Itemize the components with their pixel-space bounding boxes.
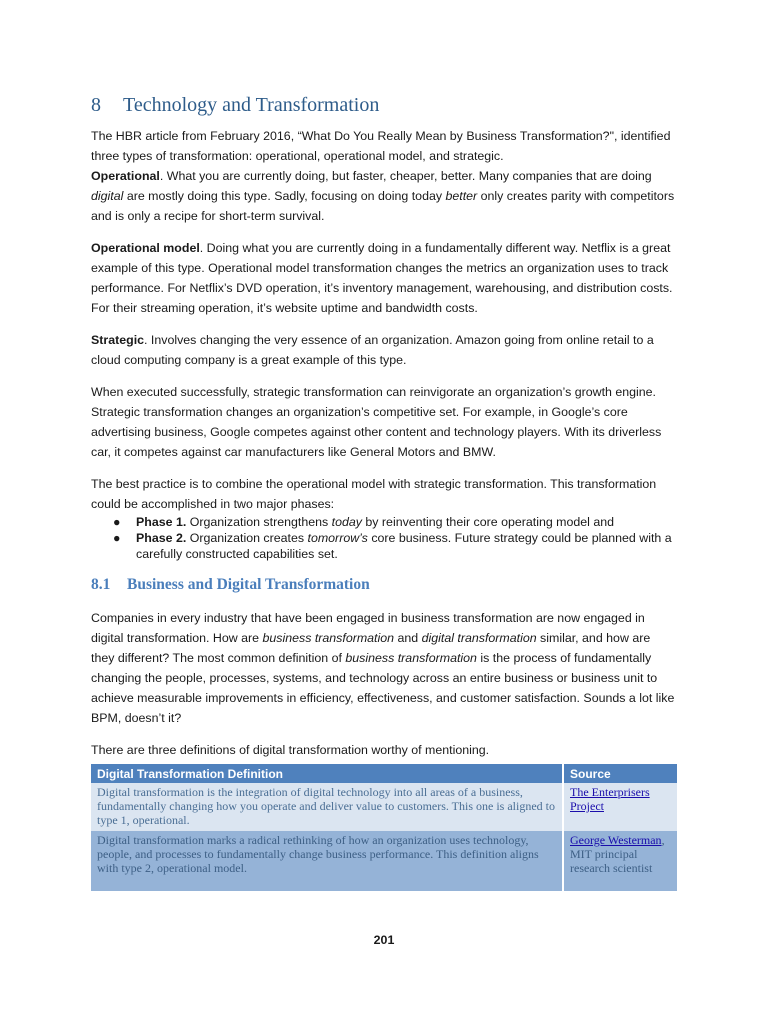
table-header-row [91, 764, 677, 783]
best-practice-paragraph: The best practice is to combine the operational model with strategic transformation. This transformation could be accomplished in two major phases: [91, 477, 657, 511]
page-number: 201 [373, 933, 395, 947]
phase-italic: tomorrow’s [307, 531, 368, 545]
definitions-intro: There are three definitions of digital transformation worthy of mentioning. [91, 743, 490, 757]
paragraph-italic: business transformation [345, 651, 477, 665]
operational-paragraph [91, 166, 677, 226]
operational-text-c: only creates parity with competitors and is only a recipe for short-term survival. [91, 189, 675, 223]
intro-paragraph: The HBR article from February 2016, “What Do You Really Mean by Business Transformation?", identified three types of transformation: operational, operational model, and strategic. [91, 129, 671, 163]
definition-cell: Digital transformation is the integration of digital technology into all areas of a business, fundamentally changing how you operate and deliver value to customers. This one is aligned to type 1, operational. [91, 783, 563, 831]
definition-cell: Digital transformation marks a radical rethinking of how an organization uses technology, people, and processes to fundamentally change business performance. This definition aligns with type 2, operational model. [91, 831, 563, 891]
paragraph-text: and [394, 631, 422, 645]
paragraph-text: is the process of fundamentally changing the people, processes, systems, and technology across an entire business or business unit to achieve measurable improvements in efficiency, effectiveness, and customer satisfaction. Sounds a lot like BPM, doesn’t it? [91, 651, 675, 725]
phase-italic: today [331, 515, 362, 529]
source-text: , MIT principal research scientist [570, 833, 665, 875]
phase-text: core business. Future strategy could be planned with a carefully constructed capabilities set. [136, 531, 672, 561]
paragraph-italic: digital transformation [421, 631, 537, 645]
source-cell [563, 831, 677, 891]
phase-text: Organization creates [186, 531, 308, 545]
table-row [91, 831, 677, 891]
phase-list [91, 514, 677, 562]
header-definition: Digital Transformation Definition [91, 764, 563, 783]
operational-model-label: Operational model [91, 241, 200, 255]
list-item [91, 514, 677, 530]
header-source: Source [563, 764, 677, 783]
bullet-icon: ● [113, 531, 121, 545]
phase-label: Phase 1. [136, 515, 187, 529]
executed-paragraph: When executed successfully, strategic transformation can reinvigorate an organization’s growth engine. Strategic transformation changes an organization’s competitive set. For example, in Google’s core advertising business, Google competes against other content and technology players. With its driverless car, it competes against car manufacturers like General Motors and BMW. [91, 385, 662, 459]
phase-label: Phase 2. [136, 531, 187, 545]
list-item [91, 530, 677, 562]
strategic-paragraph [91, 330, 677, 370]
phase-text: by reinventing their core operating model and [361, 515, 615, 529]
bullet-icon: ● [113, 515, 121, 529]
strategic-text: . Involves changing the very essence of an organization. Amazon going from online retail to a cloud computing company is a great example of this type. [91, 333, 654, 367]
subsection-title: Business and Digital Transformation [127, 576, 370, 593]
operational-label: Operational [91, 169, 160, 183]
source-cell [563, 783, 677, 831]
operational-italic-digital: digital [91, 189, 124, 203]
operational-italic-better: better [445, 189, 478, 203]
strategic-label: Strategic [91, 333, 145, 347]
page-content [91, 92, 677, 891]
paragraph-text: Companies in every industry that have been engaged in business transformation are now engaged in digital transformation. How are [91, 611, 645, 645]
section-number: 8 [91, 94, 101, 116]
section-heading [91, 92, 677, 118]
phase-text: Organization strengthens [186, 515, 332, 529]
definitions-table [91, 764, 677, 891]
operational-text-b: are mostly doing this type. Sadly, focusing on doing today [123, 189, 446, 203]
section-title: Technology and Transformation [123, 94, 380, 116]
operational-model-paragraph [91, 238, 677, 318]
paragraph-text: similar, and how are they different? The most common definition of [91, 631, 651, 665]
paragraph-italic: business transformation [262, 631, 395, 645]
source-link[interactable]: The Enterprisers Project [570, 785, 650, 813]
source-link[interactable]: George Westerman [570, 833, 662, 847]
subsection-number: 8.1 [91, 576, 111, 593]
table-row [91, 783, 677, 831]
subsection-heading [91, 574, 677, 596]
operational-model-text: . Doing what you are currently doing in a fundamentally different way. Netflix is a great example of this type. Operational model transformation changes the metrics an organization uses to track performance. For Netflix’s DVD operation, it’s inventory management, warehousing, and distribution costs. For their streaming operation, it’s website uptime and bandwidth costs. [91, 241, 673, 315]
operational-text-a: . What you are currently doing, but faster, cheaper, better. Many companies that are doing [159, 169, 652, 183]
business-digital-paragraph [91, 608, 677, 728]
